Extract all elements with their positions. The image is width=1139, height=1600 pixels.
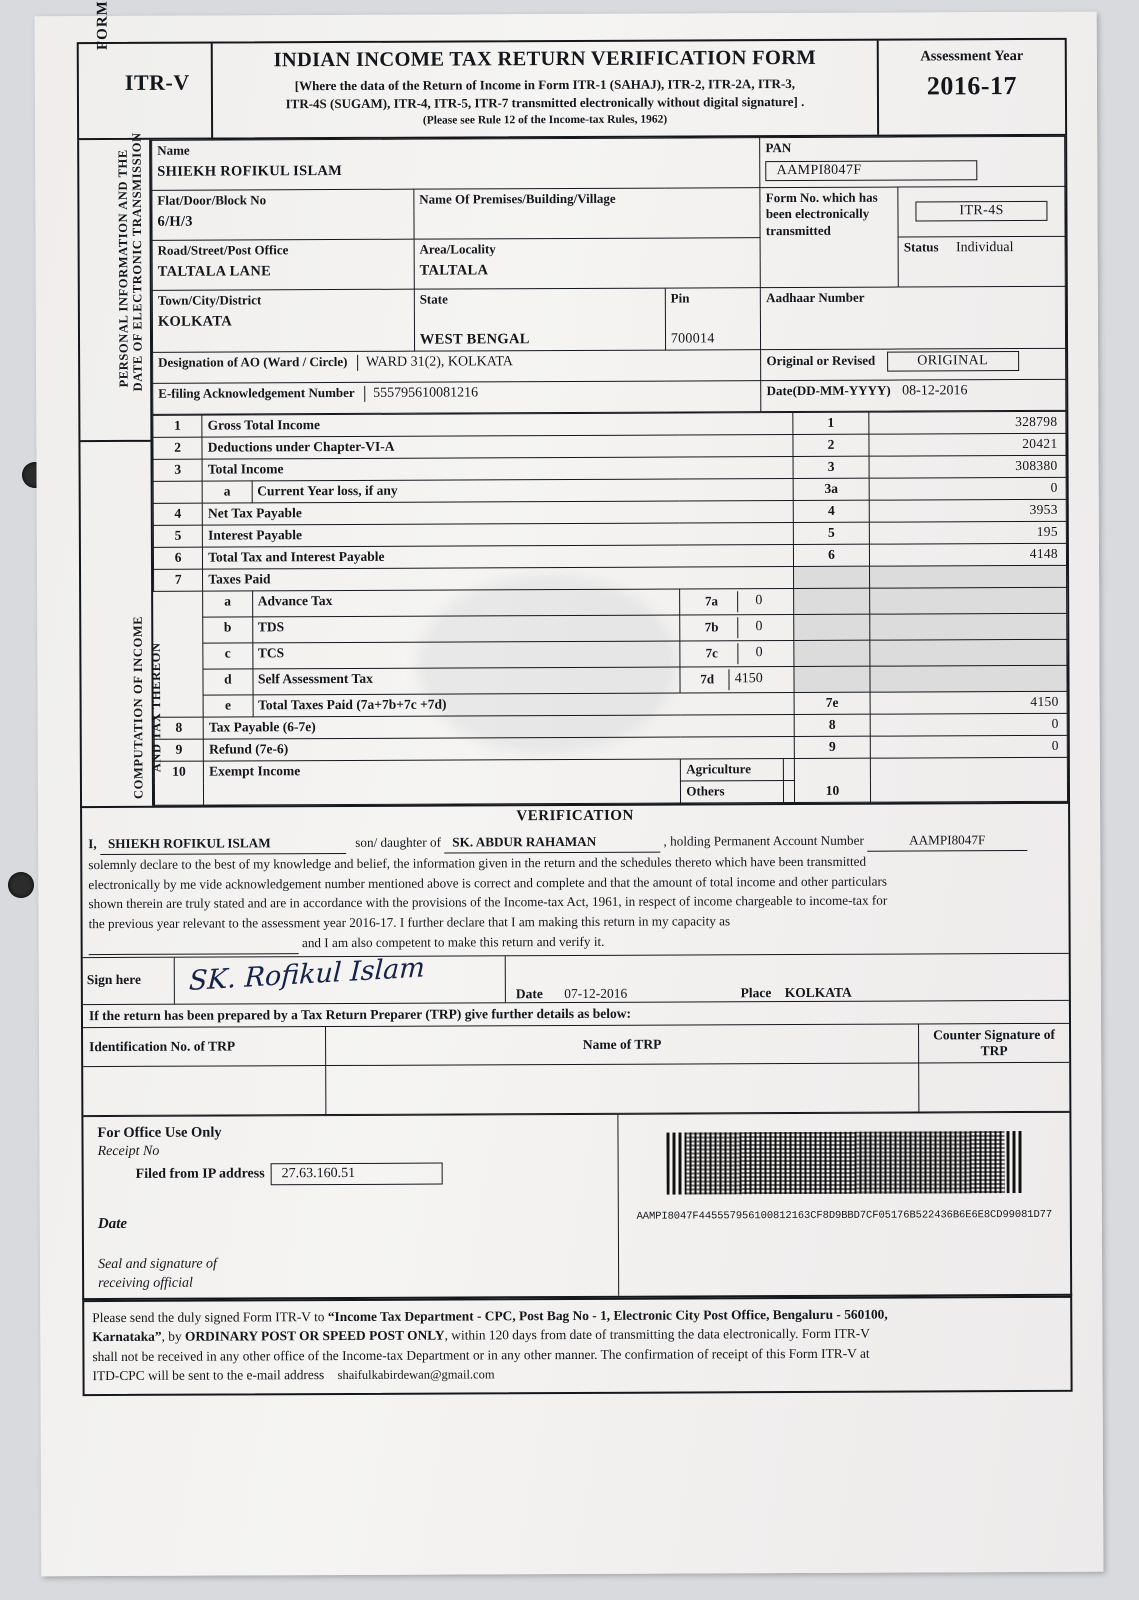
barcode-edge-right	[1006, 1131, 1022, 1193]
row-code: 3a	[793, 478, 869, 500]
place-value: KOLKATA	[784, 984, 852, 1000]
form-title: INDIAN INCOME TAX RETURN VERIFICATION FORM	[273, 46, 817, 72]
status-cell	[898, 236, 1065, 287]
status-value: Individual	[955, 240, 1014, 256]
form-subtitle-line2: ITR-4S (SUGAM), ITR-4, ITR-5, ITR-7 transmitted electronically without digital signature] .	[285, 93, 805, 111]
shaded-cell	[794, 566, 870, 588]
signature-meta	[506, 972, 1069, 1002]
exempt-no: 10	[154, 761, 203, 805]
row-amount: 0	[755, 593, 763, 609]
row-label: Tax Payable (6-7e)	[203, 715, 794, 740]
row-code: 7a	[685, 591, 738, 612]
verification-line-2: electronically by me vide acknowledgement number mentioned above is correct and complete and that the amount of total income and other particulars	[88, 873, 888, 892]
signature-text: SK. Rofikul Islam	[188, 952, 426, 997]
row-code: 1	[793, 412, 869, 434]
declarant-name: SHIEKH ROFIKUL ISLAM	[100, 833, 346, 855]
row-amount: 0	[755, 645, 763, 661]
footer-line1-b: “Income Tax Department - CPC, Post Bag No - 1, Electronic City Post Office, Bengaluru - 560100,	[327, 1306, 888, 1325]
office-use-right	[618, 1113, 1070, 1296]
exempt-sub-value-agriculture	[784, 759, 795, 780]
state-value-cell[interactable]	[414, 310, 665, 352]
row-no: 4	[153, 503, 202, 525]
computation-table	[152, 411, 1068, 806]
row-amount: 0	[869, 477, 1066, 500]
row-no: 3	[153, 459, 202, 481]
row-label: Total Taxes Paid (7a+7b+7c +7d)	[253, 693, 795, 717]
exempt-code: 10	[795, 780, 871, 802]
shaded-cell	[869, 587, 1066, 614]
form-code-cell	[79, 0, 213, 139]
row-amount: 328798	[869, 411, 1066, 434]
footer-line3: shall not be received in any other office of the Income-tax Department or in any other manner. The confirmation of receipt of this Form ITR-V at	[92, 1345, 870, 1364]
side-label-personal-2: DATE OF ELECTRONIC TRANSMISSION	[129, 132, 145, 392]
shaded-cell	[794, 640, 870, 666]
trp-table	[83, 1023, 1069, 1116]
signature-box[interactable]	[175, 952, 506, 1003]
area-value: TALTALA	[419, 262, 489, 279]
row-code: 8	[794, 714, 870, 736]
exempt-sub-value-others	[784, 781, 795, 802]
table-row	[152, 308, 1065, 352]
table-row	[83, 1062, 1069, 1115]
parent-name: SK. ABDUR RAHAMAN	[444, 832, 660, 854]
form-vertical-label: FORM	[94, 0, 111, 51]
flat-value-cell[interactable]	[152, 211, 414, 241]
shaded-cell	[794, 588, 870, 614]
row-sub: e	[203, 695, 252, 717]
row-amount: 195	[869, 521, 1066, 544]
row-label: Total Income	[202, 457, 793, 482]
row-code: 4	[793, 500, 869, 522]
pan-label: PAN	[760, 136, 1065, 159]
area-label: Area/Locality	[414, 238, 761, 261]
date-cell	[761, 379, 1066, 411]
verification-line-1: solemnly declare to the best of my knowledge and belief, the information given in the return and the schedules thereto which have been transmitted	[88, 853, 867, 872]
seal-line-2: receiving official	[98, 1276, 193, 1292]
row-sub: d	[203, 669, 252, 695]
road-value: TALTALA LANE	[157, 263, 272, 280]
ip-address-label: Filed from IP address	[135, 1166, 265, 1182]
date-label: Date(DD-MM-YYYY)	[766, 382, 891, 399]
signature-date-label: Date	[515, 985, 543, 1002]
side-label-personal: PERSONAL INFORMATION AND THE	[115, 149, 131, 388]
row-amount: 3953	[869, 499, 1066, 522]
place-label: Place	[740, 984, 772, 1001]
row-code: 6	[794, 544, 870, 566]
seal-signature-label	[98, 1253, 610, 1294]
trp-name-value[interactable]	[326, 1063, 919, 1115]
spacer	[870, 757, 1067, 780]
table-row	[153, 348, 1066, 383]
footer-line2-b: , by	[161, 1329, 186, 1345]
row-code: 7e	[794, 692, 870, 714]
row-amount: 0	[755, 619, 763, 635]
flat-label: Flat/Door/Block No	[152, 189, 414, 212]
punch-hole-bottom	[8, 872, 34, 898]
row-label: TDS	[252, 615, 680, 643]
barcode-edge-left	[666, 1132, 682, 1194]
ip-address-value: 27.63.160.51	[271, 1162, 443, 1185]
row-no	[153, 481, 202, 503]
aadhaar-value-cell[interactable]	[761, 308, 1066, 350]
row-label: Current Year loss, if any	[252, 479, 794, 503]
form-code: ITR-V	[124, 69, 190, 95]
form-content	[77, 0, 1073, 1396]
row-amount: 4150	[734, 671, 763, 687]
area-value-cell[interactable]	[414, 259, 761, 289]
trp-id-value[interactable]	[83, 1065, 326, 1115]
assessment-year-label: Assessment Year	[920, 48, 1024, 65]
form-transmitted-value-cell[interactable]	[898, 186, 1065, 237]
footer-line2-c: ORDINARY POST OR SPEED POST ONLY	[184, 1327, 445, 1345]
personal-information-table	[151, 136, 1066, 415]
form-transmitted-value: ITR-4S	[916, 201, 1048, 222]
row-label: Interest Payable	[203, 523, 794, 548]
trp-id-label: Identification No. of TRP	[83, 1026, 326, 1066]
verification-line-3: shown therein are truly stated and are in accordance with the provisions of the Income-tax Act, 1961, in respect of income chargeable to income-tax for	[88, 893, 888, 912]
ack-label: E-filing Acknowledgement Number	[158, 384, 355, 401]
pin-label: Pin	[665, 288, 761, 310]
table-row	[152, 236, 1065, 261]
trp-name-label: Name of TRP	[326, 1024, 919, 1066]
table-row	[154, 587, 1067, 617]
premises-value-cell[interactable]	[414, 209, 761, 239]
office-date-label: Date	[97, 1215, 128, 1232]
row-amount: 0	[870, 735, 1067, 758]
side-label-column	[79, 132, 164, 806]
pan-value-cell[interactable]	[760, 158, 1065, 188]
trp-counter-sign-value[interactable]	[919, 1062, 1070, 1112]
signature-row	[83, 953, 1069, 1004]
name-label: Name	[152, 138, 760, 162]
verification-line-5: and I am also competent to make this return and verify it.	[301, 933, 605, 951]
form-transmitted-label: Form No. which has been electronically transmitted	[765, 189, 878, 238]
row-no: 1	[153, 415, 202, 437]
row-code: 5	[794, 522, 870, 544]
road-value-cell[interactable]	[152, 261, 414, 291]
ao-cell	[153, 350, 761, 384]
row-amount: 0	[870, 713, 1067, 736]
taxes-paid-label: Taxes Paid	[203, 567, 794, 592]
pin-value-cell[interactable]	[665, 309, 761, 350]
side-label-computation: COMPUTATION OF INCOME	[130, 615, 146, 800]
original-revised-cell	[761, 348, 1066, 380]
table-row	[154, 639, 1067, 669]
table-row	[154, 613, 1067, 643]
row-label: Net Tax Payable	[202, 501, 793, 526]
flat-value: 6/H/3	[157, 213, 193, 230]
footer-line2-d: , within 120 days from date of transmitting the data electronically. Form ITR-V	[444, 1326, 870, 1343]
row-code: 9	[794, 736, 870, 758]
row-no: 5	[153, 525, 202, 547]
shaded-cell	[869, 565, 1066, 588]
row-sub: b	[203, 617, 252, 643]
row-code: 7d	[686, 669, 729, 690]
row-no: 8	[154, 717, 203, 739]
footer-line1-a: Please send the duly signed Form ITR-V to	[92, 1309, 328, 1326]
signature-date-value: 07-12-2016	[564, 985, 628, 1001]
town-value: KOLKATA	[157, 313, 233, 330]
form-fields-column	[151, 136, 1068, 806]
table-row	[83, 1023, 1069, 1066]
receipt-no-label: Receipt No	[97, 1143, 160, 1159]
row-amount: 4150	[870, 691, 1067, 714]
row-label: Total Tax and Interest Payable	[203, 545, 794, 570]
pan-value: AAMPI8047F	[766, 160, 978, 181]
verification-i-label: I,	[88, 836, 97, 852]
footer-line4: ITD-CPC will be sent to the e-mail address	[92, 1367, 325, 1384]
town-label: Town/City/District	[152, 289, 414, 312]
form-rule-note: (Please see Rule 12 of the Income-tax Rules, 1962)	[422, 113, 668, 127]
exempt-amount	[870, 779, 1067, 802]
row-amount: 308380	[869, 455, 1066, 478]
shaded-cell	[870, 639, 1067, 666]
row-label: Deductions under Chapter-VI-A	[202, 435, 793, 460]
shaded-cell	[870, 665, 1067, 692]
itr-v-barcode	[684, 1131, 1004, 1194]
road-label: Road/Street/Post Office	[152, 239, 414, 262]
mailing-instructions	[82, 1296, 1072, 1396]
spacer	[795, 758, 871, 780]
form-header	[77, 0, 1067, 140]
table-row	[154, 665, 1067, 695]
side-divider	[80, 440, 150, 442]
name-value: SHIEKH ROFIKUL ISLAM	[157, 162, 343, 180]
status-label: Status	[903, 239, 939, 255]
row-code: 3	[793, 456, 869, 478]
row-no: 6	[153, 547, 202, 569]
ack-value: 555795610081216	[364, 385, 478, 401]
shaded-cell	[794, 666, 870, 692]
side-label-computation-2: AND TAX THEREON	[148, 642, 164, 773]
ack-cell	[153, 381, 761, 415]
row-code: 7b	[686, 617, 739, 638]
row-label: Self Assessment Tax	[252, 667, 680, 695]
date-value: 08-12-2016	[902, 383, 968, 399]
assessment-year-value: 2016-17	[926, 71, 1018, 101]
row-code: 7c	[686, 643, 739, 664]
exempt-sub-label-others: Others	[681, 781, 783, 802]
ao-label: Designation of AO (Ward / Circle)	[158, 353, 348, 370]
row-label: Advance Tax	[252, 589, 680, 617]
row-label: Gross Total Income	[202, 413, 793, 438]
row-code: 2	[793, 434, 869, 456]
verification-line-4: the previous year relevant to the assessment year 2016-17. I further declare that I am making this return in my capacity as	[88, 913, 731, 932]
shaded-cell	[870, 613, 1067, 640]
office-use-section	[83, 1112, 1070, 1298]
pan-phrase: , holding Permanent Account Number	[663, 832, 864, 849]
ip-address-row	[136, 1162, 610, 1186]
table-row	[152, 186, 1065, 211]
taxes-paid-no: 7	[154, 569, 203, 591]
form-body	[77, 132, 1070, 808]
premises-label: Name Of Premises/Building/Village	[414, 188, 761, 211]
document-sheet	[35, 0, 1104, 1577]
footer-line2-a: Karnataka”	[92, 1329, 162, 1345]
verification-title: VERIFICATION	[516, 807, 634, 825]
row-no: 9	[154, 739, 203, 761]
form-subtitle-line1: [Where the data of the Return of Income in Form ITR-1 (SAHAJ), ITR-2, ITR-2A, ITR-3,	[294, 76, 796, 94]
trp-counter-sign-label: Counter Signature of TRP	[919, 1023, 1070, 1063]
state-label: State	[414, 288, 665, 311]
row-amount: 4148	[869, 543, 1066, 566]
row-label: TCS	[252, 641, 680, 669]
row-sub: a	[203, 591, 252, 617]
state-value: WEST BENGAL	[419, 331, 530, 348]
verification-body	[82, 824, 1069, 957]
row-sub: c	[203, 643, 252, 669]
table-row	[152, 158, 1065, 190]
office-use-left	[83, 1115, 619, 1299]
son-daughter-label: son/ daughter of	[355, 834, 441, 850]
sign-here-label: Sign here	[83, 958, 175, 1004]
row-no: 2	[153, 437, 202, 459]
shaded-cell	[794, 614, 870, 640]
table-row	[153, 379, 1066, 414]
office-use-title: For Office Use Only	[97, 1124, 222, 1141]
assessment-year-cell	[879, 40, 1065, 135]
row-amount: 20421	[869, 433, 1066, 456]
seal-line-1: Seal and signature of	[98, 1256, 217, 1272]
form-title-cell	[213, 41, 879, 138]
exempt-sub-label-agriculture: Agriculture	[681, 759, 783, 780]
form-transmitted-label-cell	[760, 187, 898, 288]
verification-section	[80, 804, 1072, 1300]
verification-hash: AAMPI8047F445557956100812163CF8D9BBD7CF05176B522436B6E6E8CD99081D77	[636, 1208, 1053, 1223]
row-label: Refund (7e-6)	[204, 737, 795, 762]
ao-value: WARD 31(2), KOLKATA	[357, 354, 513, 371]
footer-email: shaifulkabirdewan@gmail.com	[337, 1367, 495, 1383]
aadhaar-label: Aadhaar Number	[761, 286, 1066, 309]
name-value-cell[interactable]	[152, 159, 760, 190]
pin-value: 700014	[670, 331, 715, 347]
exempt-label: Exempt Income	[204, 759, 681, 805]
town-value-cell[interactable]	[152, 311, 414, 353]
verification-pan-value: AAMPI8047F	[867, 830, 1027, 851]
original-revised-value: ORIGINAL	[887, 351, 1019, 372]
original-revised-label: Original or Revised	[766, 352, 876, 369]
row-sub: a	[202, 481, 251, 503]
trp-note: If the return has been prepared by a Tax Return Preparer (TRP) give further details as below:	[83, 1000, 1069, 1027]
